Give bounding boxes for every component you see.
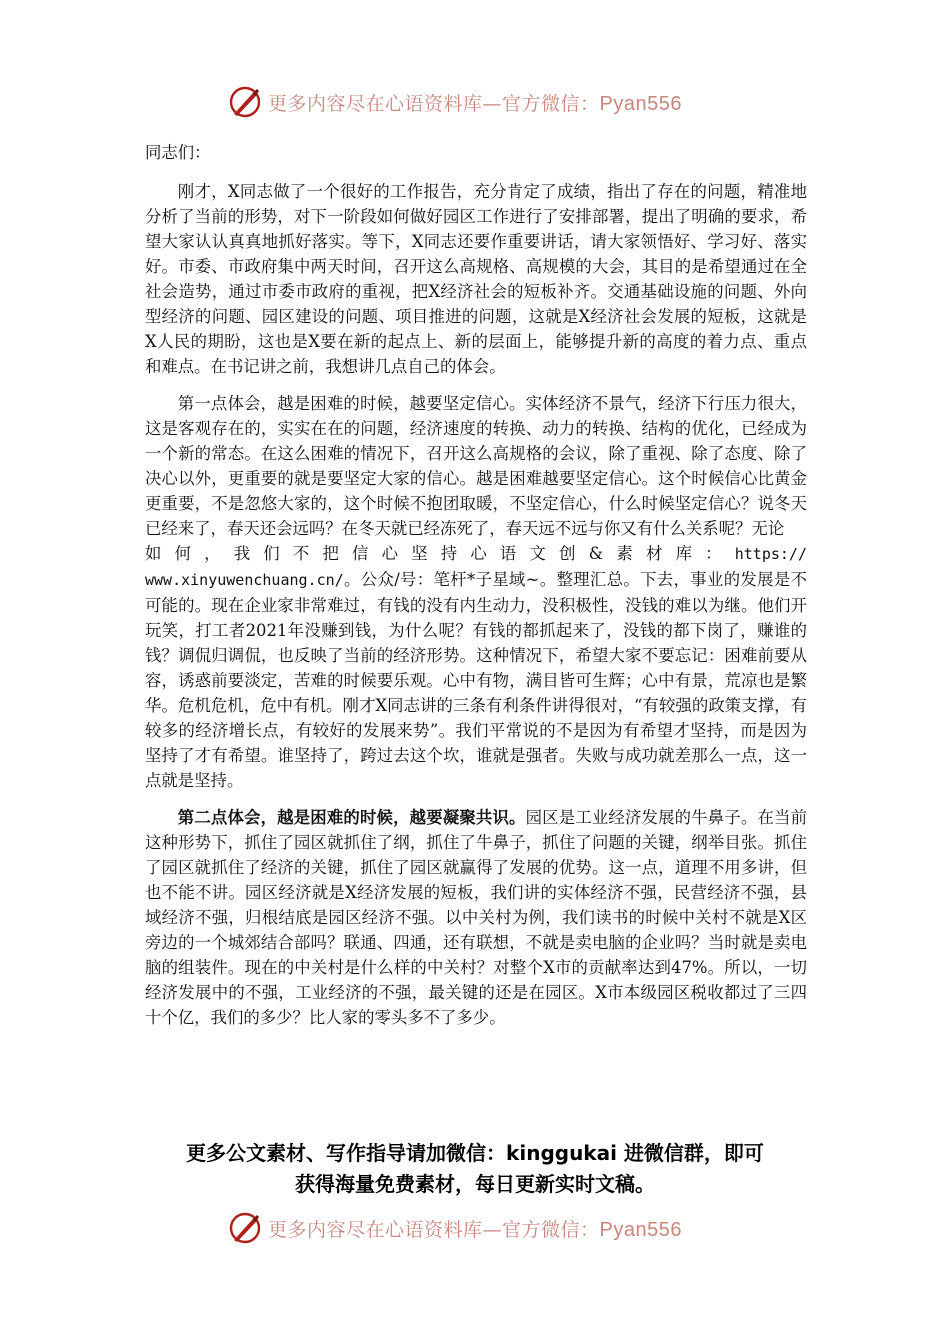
salutation: 同志们： [145, 143, 211, 162]
footer-line-1: 更多公文素材、写作指导请加微信：kinggukai 进微信群，即可 [186, 1141, 764, 1165]
banner-title: 更多内容尽在心语资料库—官方微信：Pyan556 [268, 1218, 682, 1241]
paragraph-2-spread-line: 如何，我们不把信心坚持心语文创&素材库：https:// [145, 544, 807, 563]
paragraph-3 [145, 805, 807, 1030]
footer-banner [0, 1208, 950, 1248]
url-part-1: https:// [734, 545, 807, 563]
url-part-2: www.xinyuwenchuang.cn/ [145, 571, 344, 589]
paragraph-3-body: 园区是工业经济发展的牛鼻子。在当前这种形势下，抓住了园区就抓住了纲，抓住了牛鼻子，抓住了问题的关键，纲举目张。抓住了园区就抓住了经济的关键，抓住了园区就赢得了发展的优势。这一点，道理不用多讲，但也不能不讲。园区经济就是X经济发展的短板，我们讲的实体经济不强，民营经济不强，县域经济不强，归根结底是园区经济不强。以中关村为例，我们读书的时候中关村不就是X区旁边的一个城郊结合部吗？联通、四通，还有联想，不就是卖电脑的企业吗？当时就是卖电脑的组装件。现在的中关村是什么样的中关村？对整个X市的贡献率达到47%。所以，一切经济发展中的不强，工业经济的不强，最关键的还是在园区。X市本级园区税收都过了三四十个亿，我们的多少？比人家的零头多不了多少。 [145, 808, 807, 1027]
document-body [145, 140, 807, 1030]
paragraph-1: 刚才，X同志做了一个很好的工作报告，充分肯定了成绩，指出了存在的问题，精准地分析了当前的形势，对下一阶段如何做好园区工作进行了安排部署，提出了明确的要求，希望大家认认真真地抓好落实。等下，X同志还要作重要讲话，请大家领悟好、学习好、落实好。市委、市政府集中两天时间，召开这么高规格、高规模的大会，其目的是希望通过在全社会造势，通过市委市政府的重视，把X经济社会的短板补齐。交通基础设施的问题、外向型经济的问题、园区建设的问题、项目推进的问题，这就是X经济社会发展的短板，这就是X人民的期盼，这也是X要在新的起点上、新的层面上，能够提升新的高度的着力点、重点和难点。在书记讲之前，我想讲几点自己的体会。 [145, 182, 807, 376]
header-banner [0, 82, 950, 122]
paragraph-2-part-a: 第一点体会，越是困难的时候，越要坚定信心。实体经济不景气，经济下行压力很大，这是客观存在的，实实在在的问题，经济速度的转换、动力的转换、结构的优化，已经成为一个新的常态。在这么困难的情况下，召开这么高规格的会议，除了重视、除了态度、除了决心以外，更重要的就是要坚定大家的信心。越是困难越要坚定信心。这个时候信心比黄金更重要，不是忽悠大家的，这个时候不抱团取暖，不坚定信心，什么时候坚定信心？说冬天已经来了，春天还会远吗？在冬天就已经冻死了，春天远不远与你又有什么关系呢？无论 [145, 394, 807, 538]
paragraph-3-heading: 第二点体会，越是困难的时候，越要凝聚共识。 [177, 808, 526, 827]
pen-logo-icon [228, 1211, 262, 1245]
footer-line-2: 获得海量免费素材，每日更新实时文稿。 [295, 1172, 655, 1196]
paragraph-2 [145, 391, 807, 541]
footer-promo-note [120, 1138, 830, 1200]
banner-title: 更多内容尽在心语资料库—官方微信：Pyan556 [268, 92, 682, 115]
pen-logo-icon [228, 85, 262, 119]
paragraph-2-continued: www.xinyuwenchuang.cn/。公众/号：笔杆*子星域~。整理汇总。下去，事业的发展是不可能的。现在企业家非常难过，有钱的没有内生动力，没积极性，没钱的难以为继。他们开玩笑，打工者2021年没赚到钱，为什么呢？有钱的都抓起来了，没钱的都下岗了，赚谁的钱？调侃归调侃，也反映了当前的经济形势。这种情况下，希望大家不要忘记：困难前要从容，诱惑前要淡定，苦难的时候要乐观。心中有物，满目皆可生辉；心中有景，荒凉也是繁华。危机危机，危中有机。刚才X同志讲的三条有利条件讲得很对，“有较强的政策支撑，有较多的经济增长点，有较好的发展来势”。我们平常说的不是因为有希望才坚持，而是因为坚持了才有希望。谁坚持了，跨过去这个坎，谁就是强者。失败与成功就差那么一点，这一点就是坚持。 [145, 570, 807, 790]
